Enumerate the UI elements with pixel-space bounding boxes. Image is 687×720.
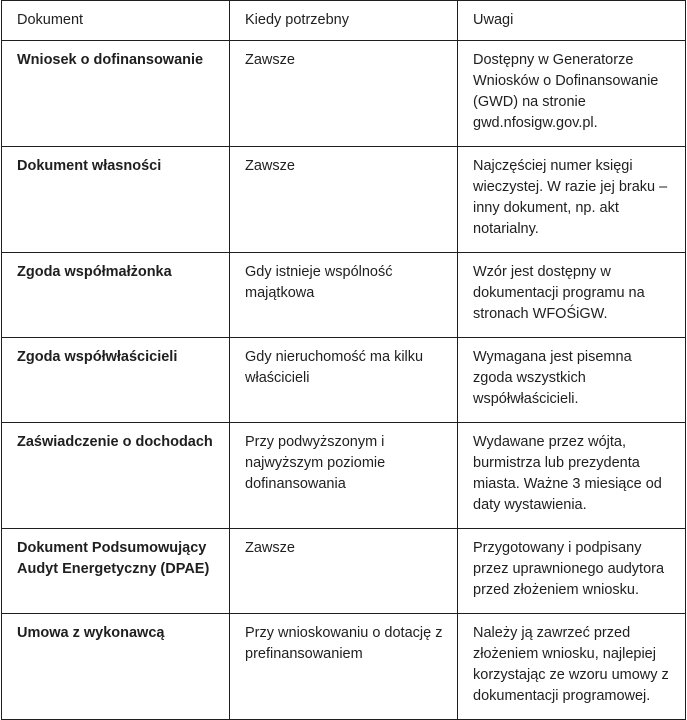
cell-notes: Wymagana jest pisemna zgoda wszystkich współwłaścicieli. [458, 338, 686, 423]
header-document: Dokument [2, 1, 230, 41]
cell-when-needed: Gdy nieruchomość ma kilku właścicieli [230, 338, 458, 423]
cell-document: Dokument Podsumowujący Audyt Energetyczny (DPAE) [2, 529, 230, 614]
cell-notes: Wydawane przez wójta, burmistrza lub prezydenta miasta. Ważne 3 miesiące od daty wystawienia. [458, 423, 686, 529]
cell-document: Zgoda współmałżonka [2, 253, 230, 338]
table-row [2, 41, 686, 147]
cell-when-needed: Gdy istnieje wspólność majątkowa [230, 253, 458, 338]
table-row [2, 338, 686, 423]
table-row [2, 529, 686, 614]
header-notes: Uwagi [458, 1, 686, 41]
cell-notes: Przygotowany i podpisany przez uprawnionego audytora przed złożeniem wniosku. [458, 529, 686, 614]
table-row [2, 614, 686, 720]
cell-when-needed: Zawsze [230, 529, 458, 614]
cell-notes: Należy ją zawrzeć przed złożeniem wniosku, najlepiej korzystając ze wzoru umowy z dokumentacji programowej. [458, 614, 686, 720]
cell-document: Umowa z wykonawcą [2, 614, 230, 720]
cell-document: Dokument własności [2, 147, 230, 253]
cell-notes: Najczęściej numer księgi wieczystej. W razie jej braku – inny dokument, np. akt notarialny. [458, 147, 686, 253]
cell-when-needed: Przy wnioskowaniu o dotację z prefinansowaniem [230, 614, 458, 720]
cell-when-needed: Przy podwyższonym i najwyższym poziomie dofinansowania [230, 423, 458, 529]
cell-document: Zgoda współwłaścicieli [2, 338, 230, 423]
cell-notes: Dostępny w Generatorze Wniosków o Dofinansowanie (GWD) na stronie gwd.nfosigw.gov.pl. [458, 41, 686, 147]
cell-document: Wniosek o dofinansowanie [2, 41, 230, 147]
table-row [2, 423, 686, 529]
cell-notes: Wzór jest dostępny w dokumentacji programu na stronach WFOŚiGW. [458, 253, 686, 338]
documents-table [1, 0, 686, 720]
table-row [2, 147, 686, 253]
cell-when-needed: Zawsze [230, 41, 458, 147]
cell-when-needed: Zawsze [230, 147, 458, 253]
table-row [2, 253, 686, 338]
table-header-row [2, 1, 686, 41]
cell-document: Zaświadczenie o dochodach [2, 423, 230, 529]
header-when-needed: Kiedy potrzebny [230, 1, 458, 41]
